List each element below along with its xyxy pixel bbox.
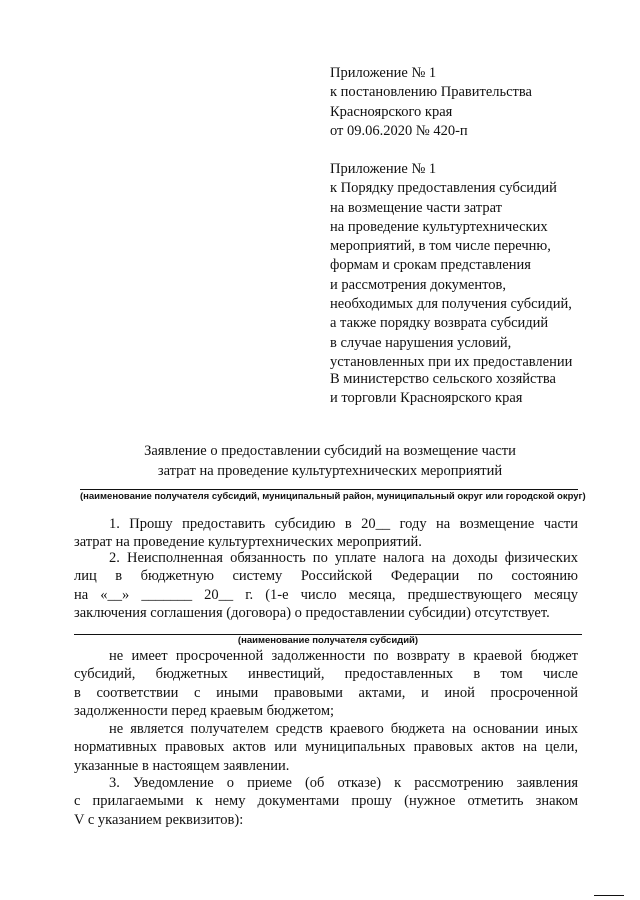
procedure-appendix-line: на возмещение части затрат: [330, 199, 502, 216]
procedure-appendix-line: мероприятий, в том числе перечню,: [330, 238, 551, 255]
paragraph-1: [74, 515, 578, 552]
paragraph-3: [74, 647, 578, 720]
addressee-line: и торговли Красноярского края: [330, 390, 523, 407]
paragraph-line: 2. Неисполненная обязанность по уплате налога на доходы физических: [109, 550, 578, 566]
paragraph-line: с прилагаемыми к нему документами прошу (нужное отметить знаком: [74, 793, 578, 810]
procedure-appendix-header: [330, 160, 572, 372]
appendix-header: [330, 64, 532, 141]
procedure-appendix-line: и рассмотрения документов,: [330, 276, 506, 293]
procedure-appendix-line: формам и срокам представления: [330, 257, 531, 274]
paragraph-5: [74, 774, 578, 829]
procedure-appendix-line: а также порядку возврата субсидий: [330, 315, 549, 332]
paragraph-line: в соответствии с иными правовыми актами, и иной просроченной: [74, 684, 578, 701]
recipient-name-caption: (наименование получателя субсидий): [237, 635, 419, 646]
paragraph-line: лиц в бюджетную систему Российской Федерации по состоянию: [74, 568, 578, 585]
paragraph-line: V с указанием реквизитов):: [74, 811, 244, 828]
paragraph-4: [74, 720, 578, 775]
appendix-header-line: Красноярского края: [330, 103, 453, 120]
addressee: [330, 370, 556, 409]
paragraph-line: 3. Уведомление о приеме (об отказе) к рассмотрению заявления: [109, 775, 578, 791]
procedure-appendix-line: на проведение культуртехнических: [330, 218, 548, 235]
appendix-header-line: от 09.06.2020 № 420-п: [330, 122, 468, 139]
applicant-name-field-line: [80, 489, 578, 490]
paragraph-line: заключения соглашения (договора) о предоставлении субсидии) отсутствует.: [74, 604, 550, 621]
appendix-header-line: к постановлению Правительства: [330, 84, 532, 101]
document-title: [80, 441, 580, 481]
applicant-name-caption: (наименование получателя субсидий, муниципальный район, муниципальный округ или городской округ): [80, 491, 586, 502]
footer-line: [594, 895, 624, 896]
procedure-appendix-line: необходимых для получения субсидий,: [330, 296, 572, 313]
procedure-appendix-line: в случае нарушения условий,: [330, 334, 512, 351]
procedure-appendix-line: Приложение № 1: [330, 161, 437, 177]
paragraph-line: не является получателем средств краевого бюджета на основании иных: [109, 721, 578, 737]
addressee-line: В министерство сельского хозяйства: [330, 371, 556, 387]
paragraph-line: 1. Прошу предоставить субсидию в 20__ году на возмещение части: [109, 516, 578, 532]
procedure-appendix-line: к Порядку предоставления субсидий: [330, 180, 557, 197]
paragraph-line: не имеет просроченной задолженности по возврату в краевой бюджет: [109, 648, 578, 664]
paragraph-line: задолженности перед краевым бюджетом;: [74, 702, 335, 719]
title-line: затрат на проведение культуртехнических мероприятий: [157, 463, 503, 479]
appendix-header-line: Приложение № 1: [330, 65, 437, 81]
paragraph-line: указанные в настоящем заявлении.: [74, 757, 290, 774]
paragraph-line: затрат на проведение культуртехнических мероприятий.: [74, 534, 422, 551]
paragraph-line: субсидий, бюджетных инвестиций, предоставленных в том числе: [74, 666, 578, 683]
procedure-appendix-line: установленных при их предоставлении: [330, 353, 573, 370]
title-line: Заявление о предоставлении субсидий на возмещение части: [144, 443, 516, 459]
paragraph-line: на «__» _______ 20__ г. (1-е число месяца, предшествующего месяцу: [74, 586, 578, 603]
paragraph-2: [74, 549, 578, 622]
paragraph-line: нормативных правовых актов или муниципальных правовых актов на цели,: [74, 739, 578, 756]
